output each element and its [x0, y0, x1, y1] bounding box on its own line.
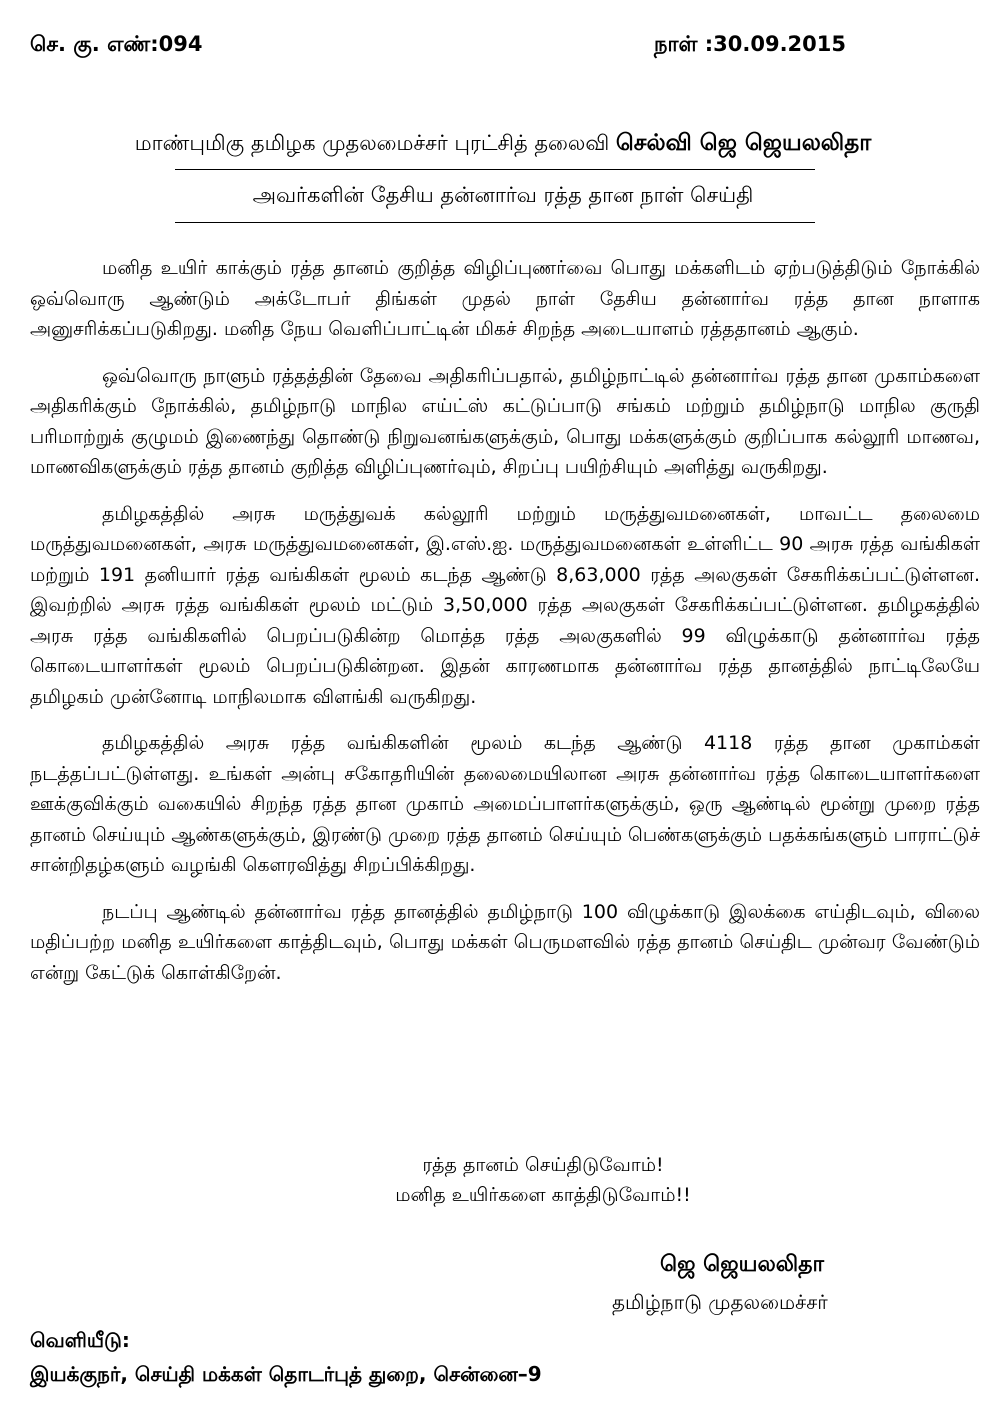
slogan-line-1: ரத்த தானம் செய்திடுவோம்! — [422, 1154, 664, 1176]
slogans — [0, 1150, 1006, 1210]
signature-title: தமிழ்நாடு முதலமைச்சர் — [612, 1290, 828, 1314]
title-line-2: அவர்களின் தேசிய தன்னார்வ ரத்த தான நாள் செய்தி — [252, 183, 754, 207]
release-label: வெளியீடு: — [30, 1328, 130, 1352]
paragraph: மனித உயிர் காக்கும் ரத்த தானம் குறித்த விழிப்புணர்வை பொது மக்களிடம் ஏற்படுத்திடும் நோக்கில் ஒவ்வொரு ஆண்டும் அக்டோபர் திங்கள் முதல் நாள் தேசிய தன்னார்வ ரத்த தான நாளாக அனுசரிக்கப்படுகிறது. மனித நேய வெளிப்பாட்டின் மிகச் சிறந்த அடையாளம் ரத்ததானம் ஆகும். — [30, 257, 980, 340]
title-prefix: மாண்புமிகு தமிழக முதலமைச்சர் புரட்சித் தலைவி — [134, 131, 616, 155]
title-rule-1 — [175, 169, 815, 170]
title-rule-2 — [175, 222, 815, 223]
paragraph: ஒவ்வொரு நாளும் ரத்தத்தின் தேவை அதிகரிப்பதால், தமிழ்நாட்டில் தன்னார்வ ரத்த தான முகாம்களை அதிகரிக்கும் நோக்கில், தமிழ்நாடு மாநில எய்ட்ஸ் கட்டுப்பாடு சங்கம் மற்றும் தமிழ்நாடு மாநில குருதி பரிமாற்றுக் குழுமம் இணைந்து தொண்டு நிறுவனங்களுக்கும், பொது மக்களுக்கும் குறிப்பாக கல்லூரி மாணவ, மாணவிகளுக்கும் ரத்த தானம் குறித்த விழிப்புணர்வும், சிறப்பு பயிற்சியும் அளித்து வருகிறது. — [30, 364, 980, 478]
slogan-line-2: மனித உயிர்களை காத்திடுவோம்!! — [395, 1184, 691, 1206]
signature-name: ஜெ ஜெயலலிதா — [660, 1252, 824, 1277]
release-issuer: இயக்குநர், செய்தி மக்கள் தொடர்புத் துறை, சென்னை–9 — [30, 1362, 542, 1386]
paragraph: நடப்பு ஆண்டில் தன்னார்வ ரத்த தானத்தில் தமிழ்நாடு 100 விழுக்காடு இலக்கை எய்திடவும், விலை மதிப்பற்ற மனித உயிர்களை காத்திடவும், பொது மக்கள் பெருமளவில் ரத்த தானம் செய்திட முன்வர வேண்டும் என்று கேட்டுக் கொள்கிறேன். — [30, 900, 980, 984]
release-date: நாள் :30.09.2015 — [654, 32, 846, 56]
title-line-1 — [0, 130, 1006, 159]
paragraph: தமிழகத்தில் அரசு மருத்துவக் கல்லூரி மற்றும் மருத்துவமனைகள், மாவட்ட தலைமை மருத்துவமனைகள், அரசு மருத்துவமனைகள், இ.எஸ்.ஐ. மருத்துவமனைகள் உள்ளிட்ட 90 அரசு ரத்த வங்கிகள் மற்றும் 191 தனியார் ரத்த வங்கிகள் மூலம் கடந்த ஆண்டு 8,63,000 ரத்த அலகுகள் சேகரிக்கப்பட்டுள்ளன. இவற்றில் அரசு ரத்த வங்கிகள் மூலம் மட்டும் 3,50,000 ரத்த அலகுகள் சேகரிக்கப்பட்டுள்ளன. தமிழகத்தில் அரசு ரத்த வங்கிகளில் பெறப்படுகின்ற மொத்த ரத்த அலகுகளில் 99 விழுக்காடு தன்னார்வ ரத்த கொடையாளர்கள் மூலம் பெறப்படுகின்றன. இதன் காரணமாக தன்னார்வ ரத்த தானத்தில் நாட்டிலேயே தமிழகம் முன்னோடி மாநிலமாக விளங்கி வருகிறது. — [30, 502, 980, 708]
message-body — [30, 253, 980, 1004]
header-row — [30, 32, 846, 59]
title-name: செல்வி ஜெ ஜெயலலிதா — [615, 130, 872, 156]
paragraph: தமிழகத்தில் அரசு ரத்த வங்கிகளின் மூலம் கடந்த ஆண்டு 4118 ரத்த தான முகாம்கள் நடத்தப்பட்டுள்ளது. உங்கள் அன்பு சகோதரியின் தலைமையிலான அரசு தன்னார்வ ரத்த கொடையாளர்களை ஊக்குவிக்கும் வகையில் சிறந்த ரத்த தான முகாம் அமைப்பாளர்களுக்கும், ஒரு ஆண்டில் மூன்று முறை ரத்த தானம் செய்யும் ஆண்களுக்கும், இரண்டு முறை ரத்த தானம் செய்யும் பெண்களுக்கும் பதக்கங்களும் பாராட்டுச் சான்றிதழ்களும் வழங்கி கௌரவித்து சிறப்பிக்கிறது. — [30, 732, 980, 876]
reference-number: செ. கு. எண்:094 — [30, 32, 203, 56]
